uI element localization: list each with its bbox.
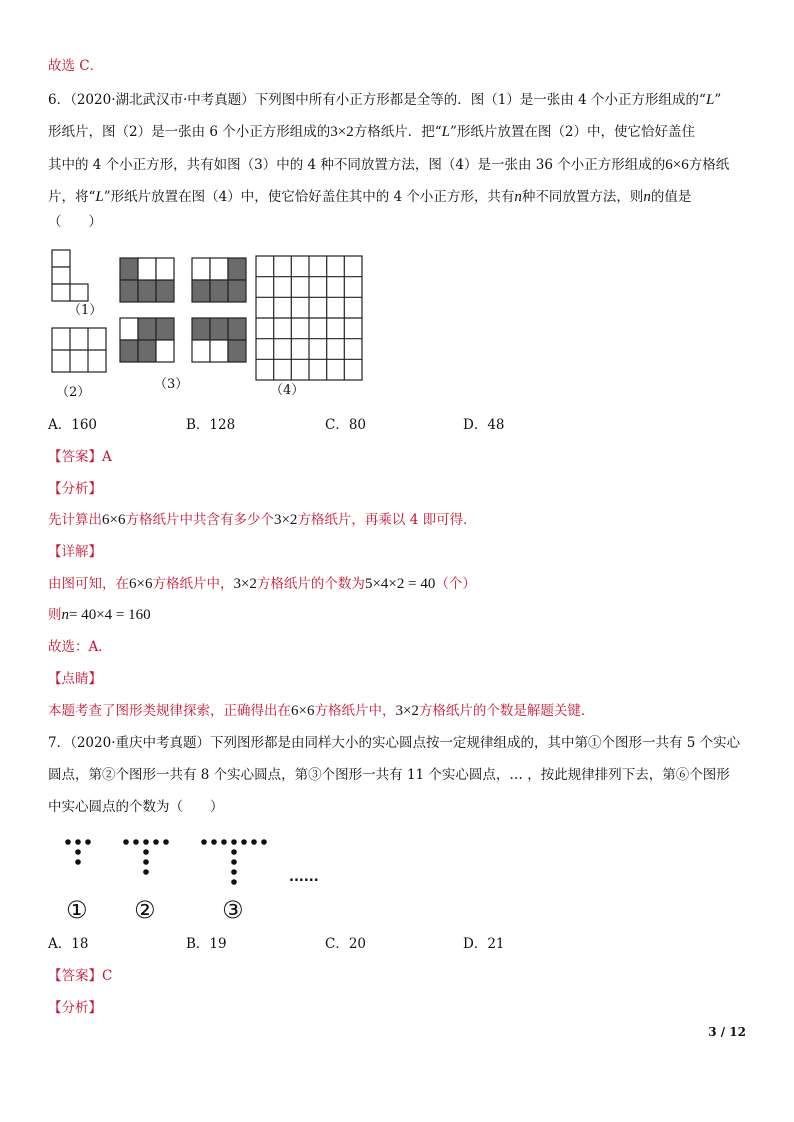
answer-tag: 【答案】 bbox=[48, 449, 102, 465]
q7-option-b bbox=[186, 934, 227, 954]
dot-figure-2-label: ② bbox=[134, 896, 156, 924]
q6-text: 方格纸片．把“ bbox=[353, 124, 442, 140]
math-6x6: 6×6 bbox=[291, 703, 315, 719]
q6-L: L bbox=[95, 189, 104, 205]
text: （个） bbox=[435, 576, 476, 592]
q7-ellipsis: ...... bbox=[289, 870, 319, 885]
q6-n: n bbox=[514, 189, 522, 205]
q6-analysis-text bbox=[48, 510, 477, 530]
q6-text: 形纸片，图（2）是一张由 6 个小正方形组成的 bbox=[48, 124, 331, 140]
figure-3-label: （3） bbox=[154, 377, 189, 392]
q6-L: L bbox=[705, 92, 715, 108]
figure-2-grid bbox=[52, 328, 106, 372]
text: 本题考查了图形类规律探索，正确得出在 bbox=[48, 703, 291, 719]
q6-option-a bbox=[48, 415, 97, 435]
dot-figure-1-label: ① bbox=[66, 896, 88, 924]
dot-figure-1 bbox=[65, 839, 91, 865]
dot-figure-2 bbox=[123, 839, 169, 875]
option-key: B． bbox=[186, 936, 210, 952]
page-number: 3 / 12 bbox=[708, 1025, 746, 1039]
text: 方格纸片，再乘以 4 即可得． bbox=[297, 512, 477, 528]
q6-math-3x2: 3×2 bbox=[330, 124, 354, 140]
q7-option-a bbox=[48, 934, 88, 954]
option-value: 19 bbox=[209, 936, 227, 952]
text: 方格纸片中共含有多少个 bbox=[125, 512, 274, 528]
q6-text: 种不同放置方法，则 bbox=[521, 189, 644, 205]
figure-1-L-shape bbox=[52, 250, 88, 301]
answer-value: A bbox=[102, 449, 112, 465]
option-key: A． bbox=[48, 936, 72, 952]
q6-number: 6． bbox=[48, 92, 71, 108]
option-value: 80 bbox=[348, 417, 367, 433]
q6-option-b bbox=[186, 415, 235, 435]
answer-tag: 【答案】 bbox=[48, 968, 102, 984]
text: 方格纸片的个数是解题关键． bbox=[418, 703, 595, 719]
q6-math-6x6: 6×6 bbox=[665, 157, 689, 173]
option-key: D． bbox=[463, 417, 488, 433]
q6-answer bbox=[48, 447, 112, 467]
figure-3-placement-1 bbox=[120, 258, 174, 302]
math-6x6: 6×6 bbox=[129, 576, 153, 592]
previous-answer-choice: 故选 C． bbox=[48, 58, 104, 74]
figure-1-label: （1） bbox=[68, 303, 103, 318]
q6-text: ”形纸片放置在图（2）中，使它恰好盖住 bbox=[449, 124, 695, 140]
q6-text: 方格纸 bbox=[688, 157, 730, 173]
q6-text: 的值是 bbox=[650, 189, 692, 205]
q6-option-c bbox=[325, 415, 366, 435]
option-key: C． bbox=[325, 936, 349, 952]
q6-result bbox=[48, 605, 151, 625]
figure-3-placement-2 bbox=[192, 258, 246, 302]
text: 方格纸片中， bbox=[152, 576, 234, 592]
q6-text: 片，将“ bbox=[48, 189, 96, 205]
option-value: 21 bbox=[487, 936, 505, 952]
figure-3-placement-4 bbox=[192, 318, 246, 362]
q7-line-3: 中实心圆点的个数为（ ） bbox=[48, 799, 224, 815]
q6-line-3 bbox=[48, 155, 729, 175]
q6-comment-tag: 【点睛】 bbox=[48, 671, 102, 687]
q7-line-1 bbox=[48, 733, 740, 753]
q7-analysis-tag: 【分析】 bbox=[48, 1000, 102, 1016]
option-key: D． bbox=[463, 936, 488, 952]
text: 则 bbox=[48, 607, 62, 623]
dot-figure-3-label: ③ bbox=[222, 896, 244, 924]
q6-text: 下列图中所有小正方形都是全等的．图（1）是一张由 4 个小正方形组成的“ bbox=[254, 92, 706, 108]
math-equation: = 40×4 = 160 bbox=[69, 607, 151, 623]
math-3x2: 3×2 bbox=[395, 703, 419, 719]
q6-comment-text bbox=[48, 701, 594, 721]
figure-3-placement-3 bbox=[120, 318, 174, 362]
q6-choose: 故选：A． bbox=[48, 639, 112, 655]
q6-text: 其中的 4 个小正方形，共有如图（3）中的 4 种不同放置方法，图（4）是一张由 36 个小正方形组成的 bbox=[48, 157, 666, 173]
dot-figure-3 bbox=[201, 839, 267, 885]
math-equation: 5×4×2 = 40 bbox=[364, 576, 436, 592]
q6-text: ” bbox=[714, 92, 722, 108]
math-n: n bbox=[61, 607, 69, 623]
q6-option-d bbox=[463, 415, 505, 435]
option-key: C． bbox=[325, 417, 349, 433]
q6-detail-text bbox=[48, 574, 476, 594]
option-value: 128 bbox=[209, 417, 236, 433]
q6-n: n bbox=[643, 189, 651, 205]
text: 由图可知，在 bbox=[48, 576, 129, 592]
q6-analysis-tag: 【分析】 bbox=[48, 481, 102, 497]
q6-answer-paren: （ ） bbox=[48, 214, 102, 230]
figure-2-label: （2） bbox=[56, 385, 91, 400]
figure-4-grid bbox=[256, 256, 362, 380]
q6-text: ”形纸片放置在图（4）中，使它恰好盖住其中的 4 个小正方形，共有 bbox=[103, 189, 515, 205]
q7-answer bbox=[48, 966, 112, 986]
q7-line-2: 圆点，第②个图形一共有 8 个实心圆点，第③个图形一共有 11 个实心圆点，… ，按此规律排列下去，第⑥个图形 bbox=[48, 767, 730, 783]
text: 先计算出 bbox=[48, 512, 102, 528]
q6-line-1 bbox=[48, 90, 721, 110]
option-value: 18 bbox=[71, 936, 89, 952]
q6-figures bbox=[48, 246, 388, 406]
q7-text: 下列图形都是由同样大小的实心圆点按一定规律组成的，其中第①个图形一共有 5 个实心 bbox=[210, 735, 741, 751]
option-key: B． bbox=[186, 417, 210, 433]
q7-option-d bbox=[463, 934, 505, 954]
q6-L: L bbox=[441, 124, 450, 140]
answer-value: C bbox=[102, 968, 113, 984]
q6-line-4 bbox=[48, 187, 691, 207]
q7-source: （2020·重庆中考真题） bbox=[70, 735, 210, 751]
math-6x6: 6×6 bbox=[102, 512, 126, 528]
option-value: 20 bbox=[348, 936, 367, 952]
q6-line-2 bbox=[48, 122, 695, 142]
math-3x2: 3×2 bbox=[233, 576, 257, 592]
text: 方格纸片中， bbox=[314, 703, 396, 719]
q7-number: 7． bbox=[48, 735, 71, 751]
q7-figures bbox=[60, 834, 360, 934]
q6-detail-tag: 【详解】 bbox=[48, 544, 102, 560]
q6-source: （2020·湖北武汉市·中考真题） bbox=[70, 92, 255, 108]
math-3x2: 3×2 bbox=[273, 512, 298, 528]
figure-4-label: （4） bbox=[270, 383, 305, 398]
text: 方格纸片的个数为 bbox=[256, 576, 365, 592]
option-key: A． bbox=[48, 417, 72, 433]
q7-option-c bbox=[325, 934, 366, 954]
option-value: 48 bbox=[487, 417, 505, 433]
option-value: 160 bbox=[71, 417, 98, 433]
